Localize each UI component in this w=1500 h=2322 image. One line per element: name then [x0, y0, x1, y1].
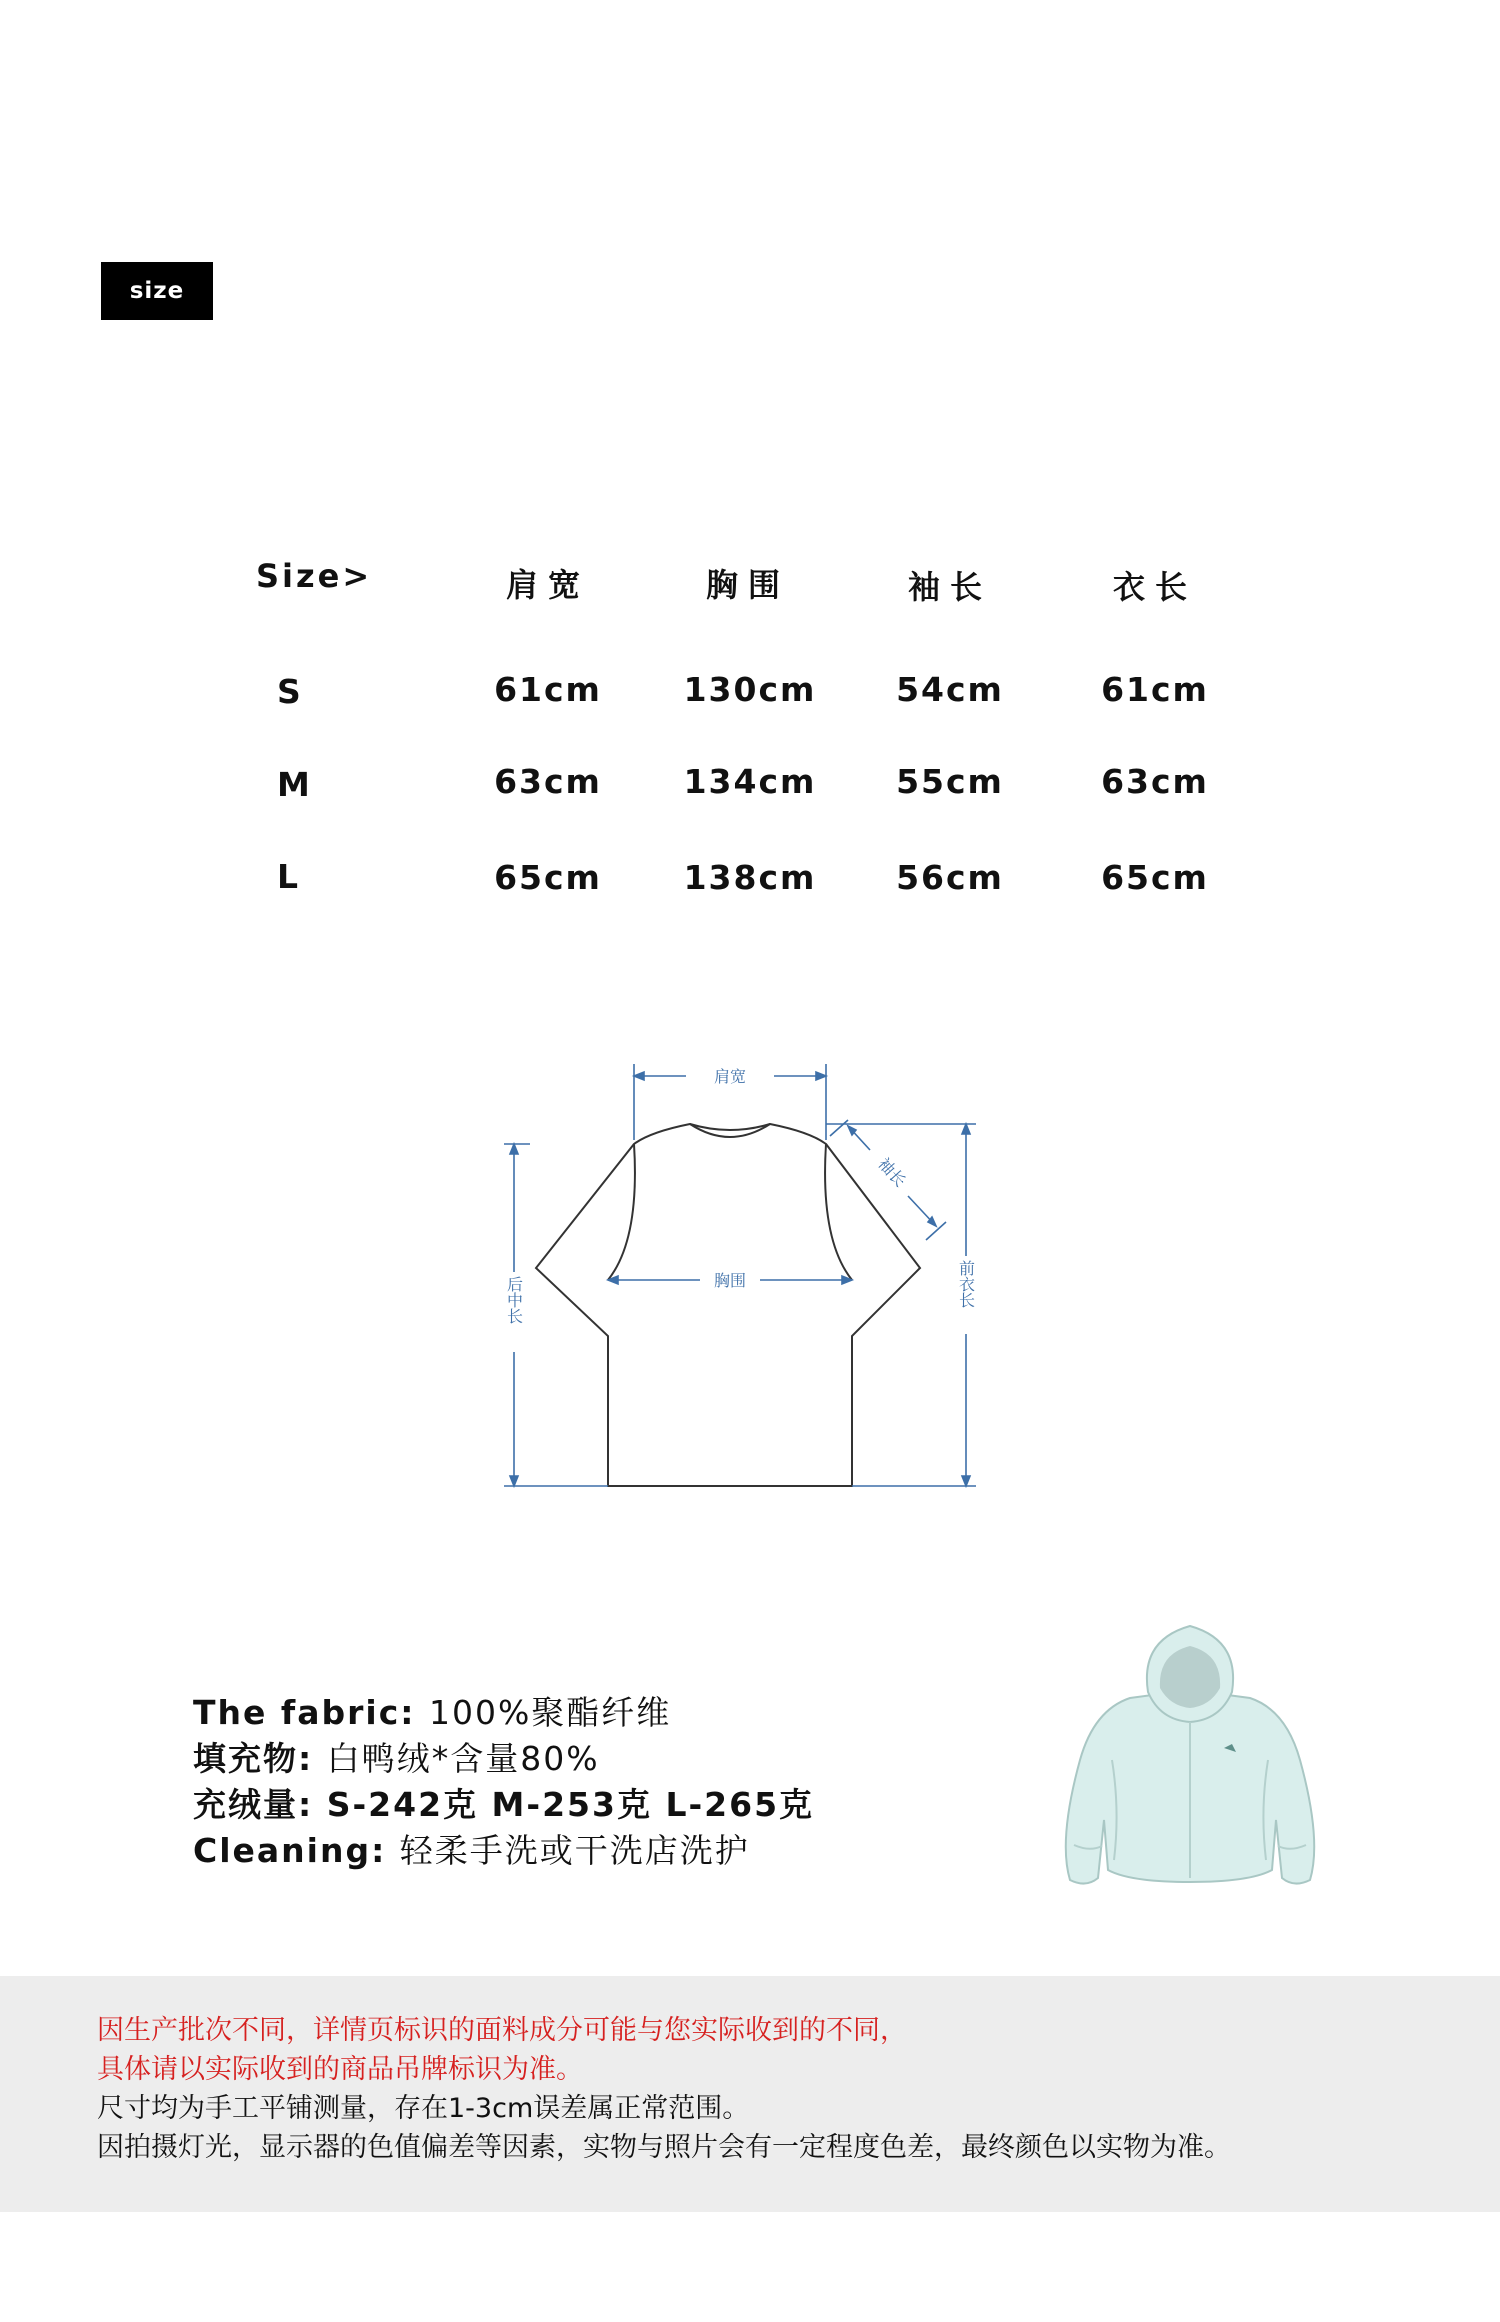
- table-cell: 61cm: [494, 670, 602, 709]
- table-cell: 134cm: [683, 762, 817, 801]
- sleeve-label: 袖长: [874, 1154, 910, 1191]
- table-header-shoulder: 肩宽: [505, 566, 591, 604]
- table-row-size-label: S: [277, 672, 303, 711]
- table-cell: 56cm: [896, 858, 1004, 897]
- table-cell: 63cm: [1101, 762, 1209, 801]
- shoulder-label: 肩宽: [713, 1067, 747, 1086]
- table-cell: 54cm: [896, 670, 1004, 709]
- fabric-specs: [193, 1690, 814, 1874]
- size-section-tag: size: [101, 262, 213, 320]
- tshirt-outline-icon: [536, 1124, 920, 1486]
- table-cell: 65cm: [494, 858, 602, 897]
- mint-puffer-jacket-icon: [1050, 1620, 1340, 1910]
- fabric-value: 100%聚酯纤维: [428, 1693, 672, 1732]
- cleaning-line: [193, 1828, 814, 1874]
- table-cell: 55cm: [896, 762, 1004, 801]
- table-cell: 63cm: [494, 762, 602, 801]
- filling-label: 填充物:: [193, 1739, 314, 1778]
- table-header-chest: 胸围: [705, 566, 791, 604]
- table-cell: 130cm: [683, 670, 817, 709]
- table-row-size-label: L: [277, 857, 301, 896]
- fabric-line: [193, 1690, 814, 1736]
- fabric-label: The fabric:: [193, 1693, 416, 1732]
- table-cell: 65cm: [1101, 858, 1209, 897]
- table-row-size-label: M: [277, 765, 312, 804]
- table-header-sleeve: 袖长: [907, 568, 993, 606]
- fill-weight-label: 充绒量:: [193, 1785, 314, 1824]
- notice-line-1: 因生产批次不同，详情页标识的面料成分可能与您实际收到的不同，: [97, 2015, 907, 2046]
- tshirt-measurement-diagram: [490, 1040, 1010, 1500]
- fill-weight-value: S-242克 M-253克 L-265克: [326, 1785, 815, 1824]
- cleaning-label: Cleaning:: [193, 1831, 387, 1870]
- fill-weight-line: [193, 1782, 814, 1828]
- table-cell: 138cm: [683, 858, 817, 897]
- notice-line-2: 具体请以实际收到的商品吊牌标识为准。: [97, 2054, 583, 2085]
- filling-line: [193, 1736, 814, 1782]
- table-cell: 61cm: [1101, 670, 1209, 709]
- filling-value: 白鸭绒*含量80%: [326, 1739, 600, 1778]
- table-header-size: Size>: [256, 557, 373, 595]
- notice-line-3: 尺寸均为手工平铺测量，存在1-3cm误差属正常范围。: [97, 2093, 750, 2124]
- notice-line-4: 因拍摄灯光，显示器的色值偏差等因素，实物与照片会有一定程度色差，最终颜色以实物为准。: [97, 2132, 1231, 2163]
- chest-label: 胸围: [713, 1271, 747, 1290]
- back-length-label: 后中长: [504, 1276, 524, 1324]
- cleaning-value: 轻柔手洗或干洗店洗护: [399, 1831, 750, 1870]
- disclaimer-notice: [0, 1976, 1500, 2212]
- table-header-length: 衣长: [1112, 568, 1198, 606]
- front-length-label: 前衣长: [956, 1260, 976, 1308]
